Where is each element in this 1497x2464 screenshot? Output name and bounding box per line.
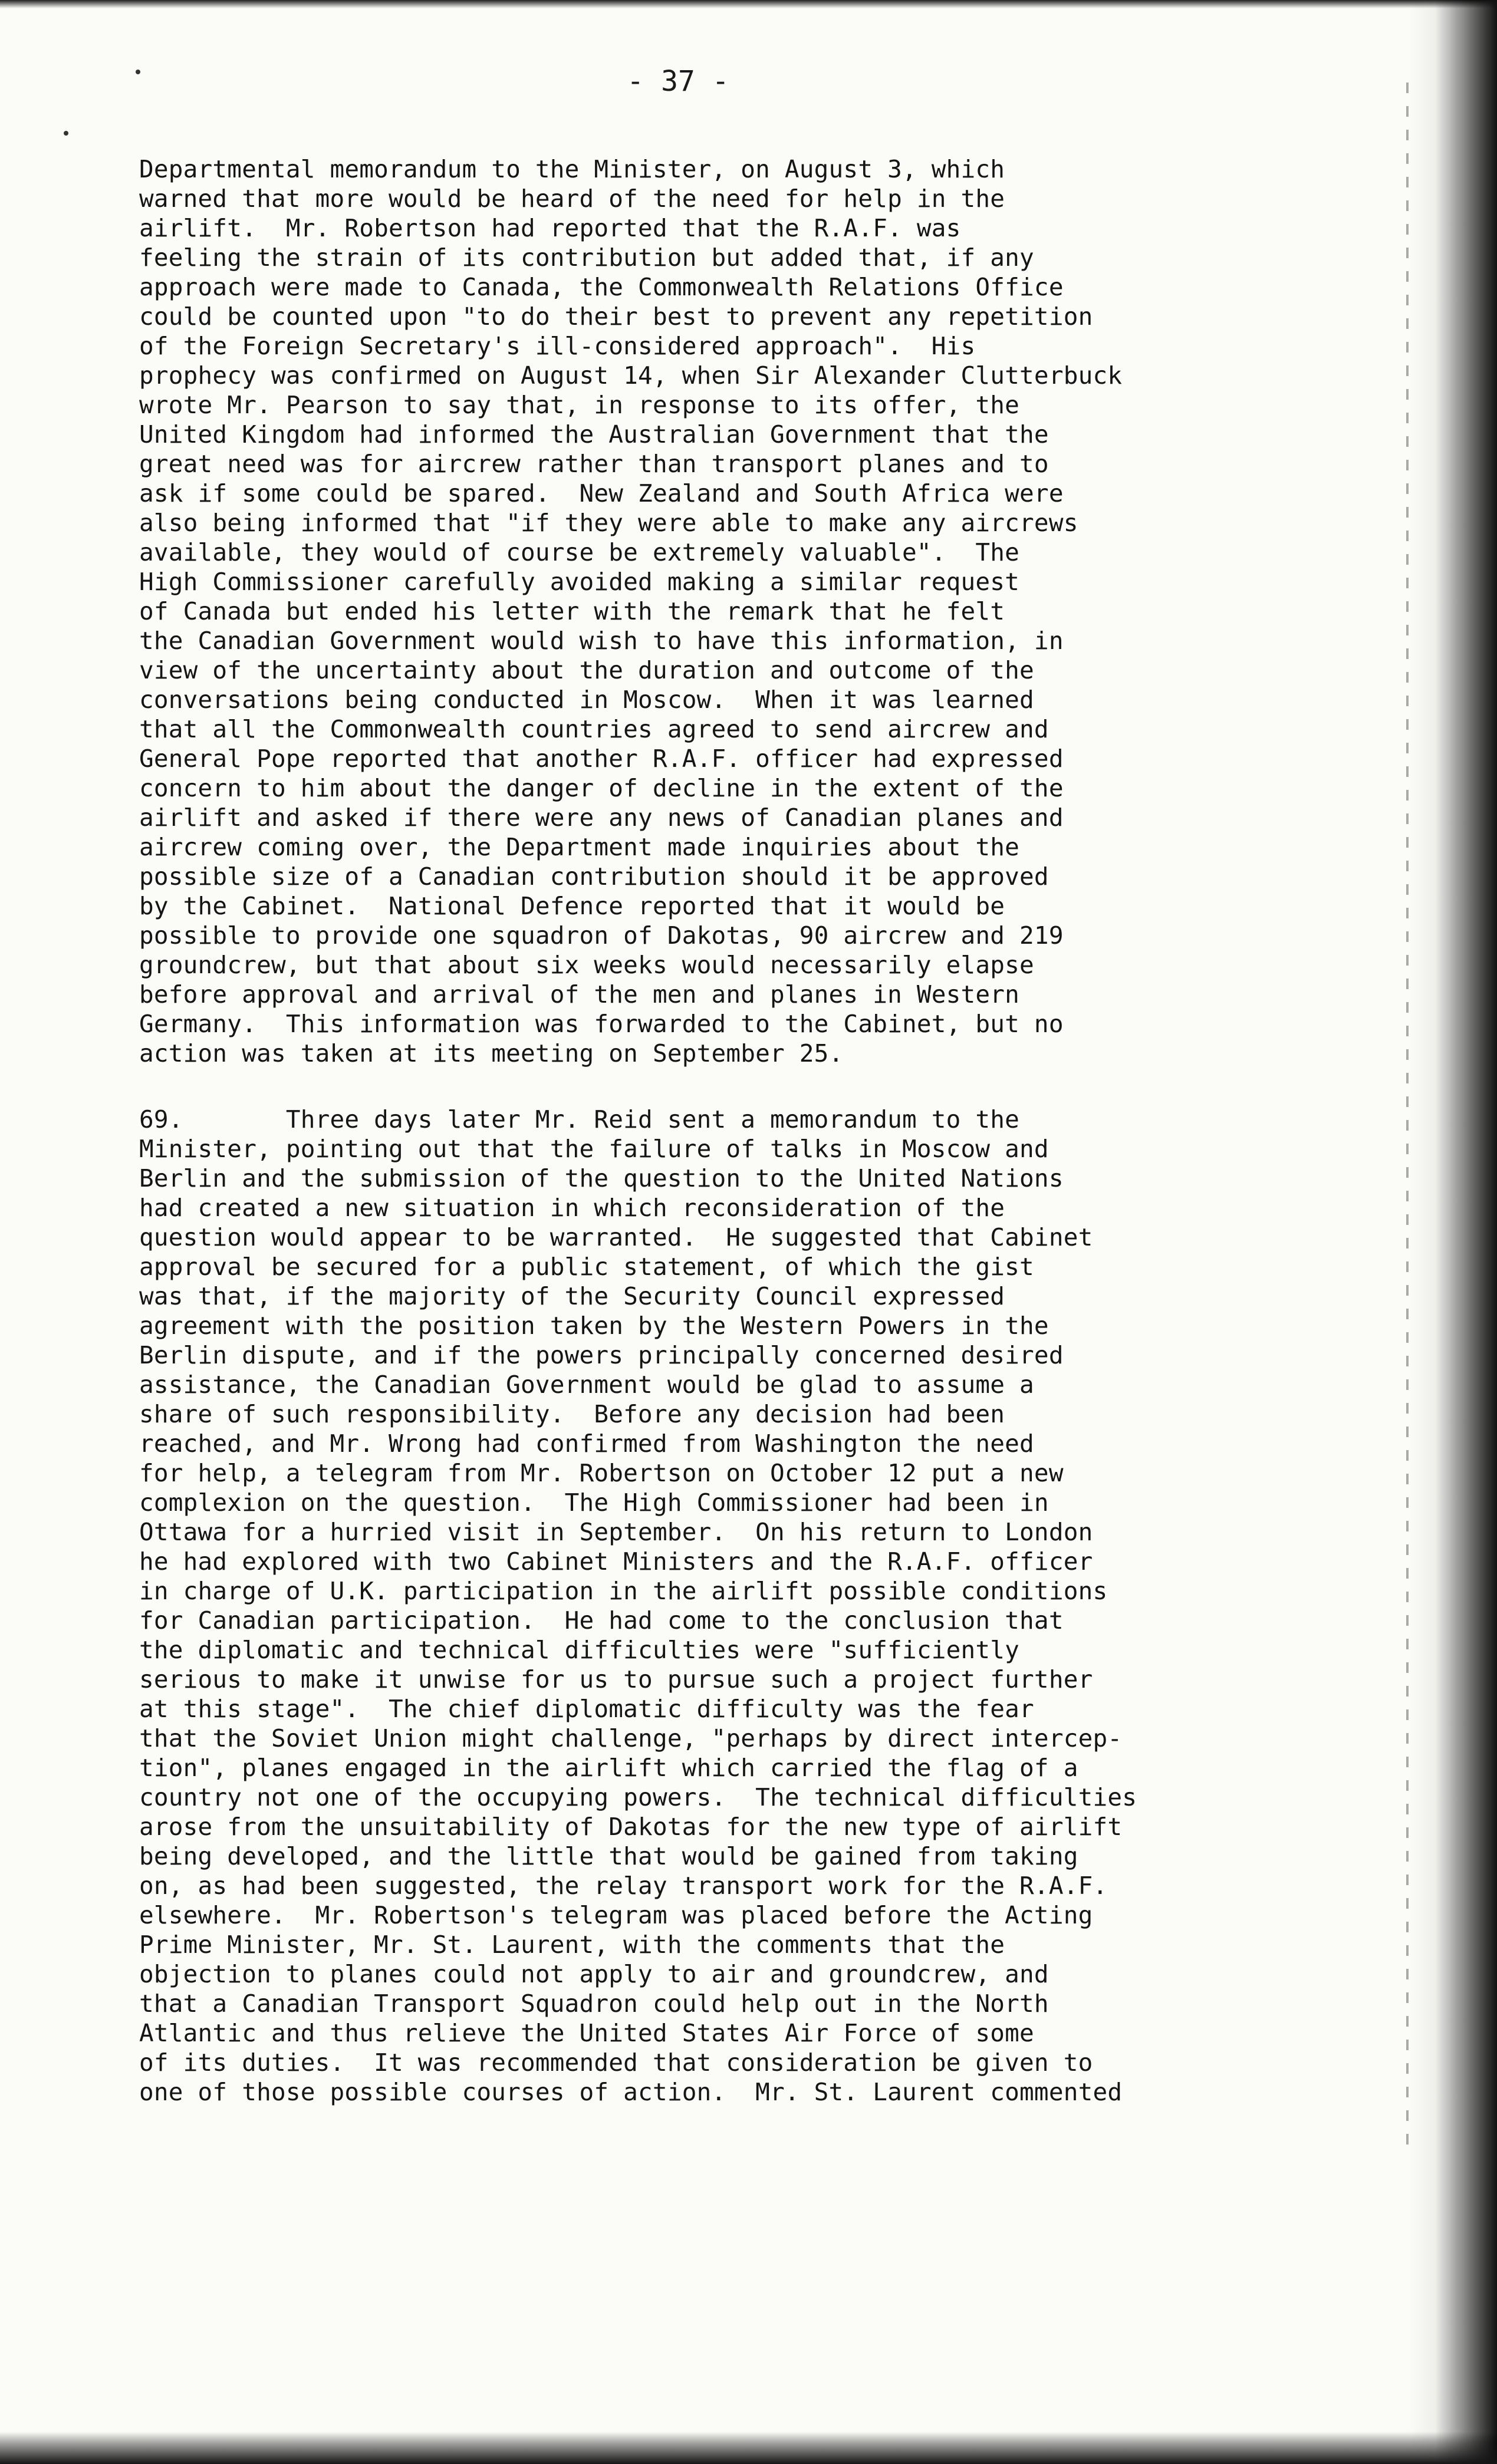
text-line: airlift and asked if there were any news of Canadian planes and [139,803,1064,832]
text-line: Atlantic and thus relieve the United States Air Force of some [139,2019,1034,2047]
text-line: of the Foreign Secretary's ill-considered approach". His [139,332,976,360]
text-line: wrote Mr. Pearson to say that, in response to its offer, the [139,391,1020,419]
text-line: reached, and Mr. Wrong had confirmed from Washington the need [139,1429,1034,1458]
scan-top-shadow [0,0,1497,8]
text-line: ask if some could be spared. New Zealand and South Africa were [139,479,1064,508]
text-line: the Canadian Government would wish to have this information, in [139,627,1064,655]
scan-speck [136,70,140,74]
text-line: Ottawa for a hurried visit in September. On his return to London [139,1518,1093,1546]
text-line: United Kingdom had informed the Australian Government that the [139,420,1049,449]
text-line: elsewhere. Mr. Robertson's telegram was placed before the Acting [139,1901,1093,1929]
text-line: of its duties. It was recommended that consideration be given to [139,2048,1093,2077]
text-line: tion", planes engaged in the airlift which carried the flag of a [139,1754,1078,1782]
text-line: that all the Commonwealth countries agreed to send aircrew and [139,715,1049,743]
text-line: view of the uncertainty about the duration and outcome of the [139,656,1034,684]
text-line: assistance, the Canadian Government would be glad to assume a [139,1371,1034,1399]
text-line: at this stage". The chief diplomatic difficulty was the fear [139,1695,1034,1723]
text-line: complexion on the question. The High Commissioner had been in [139,1488,1049,1517]
text-line: Berlin dispute, and if the powers principally concerned desired [139,1341,1064,1369]
text-line: serious to make it unwise for us to pursue such a project further [139,1665,1093,1694]
text-line: country not one of the occupying powers. The technical difficulties [139,1783,1137,1811]
text-line: concern to him about the danger of decline in the extent of the [139,774,1064,802]
text-line: approval be secured for a public statement, of which the gist [139,1253,1034,1281]
text-line: prophecy was confirmed on August 14, when Sir Alexander Clutterbuck [139,361,1123,390]
text-line: question would appear to be warranted. He suggested that Cabinet [139,1223,1093,1251]
text-line: could be counted upon "to do their best to prevent any repetition [139,302,1093,331]
paragraph-69 [139,1105,1336,2107]
text-line: for Canadian participation. He had come to the conclusion that [139,1606,1064,1635]
text-line: feeling the strain of its contribution but added that, if any [139,243,1034,272]
text-line: aircrew coming over, the Department made inquiries about the [139,833,1020,861]
text-line: one of those possible courses of action. Mr. St. Laurent commented [139,2078,1123,2106]
text-line: groundcrew, but that about six weeks would necessarily elapse [139,951,1034,979]
paragraph-continued [139,154,1336,1068]
text-line: of Canada but ended his letter with the remark that he felt [139,597,1005,625]
text-line: conversations being conducted in Moscow. When it was learned [139,686,1034,714]
text-line: airlift. Mr. Robertson had reported that the R.A.F. was [139,214,961,242]
scan-bottom-shadow [0,2432,1497,2464]
text-line: action was taken at its meeting on September 25. [139,1039,844,1068]
text-line: High Commissioner carefully avoided making a similar request [139,568,1020,596]
text-line: being developed, and the little that would be gained from taking [139,1842,1078,1870]
text-line: Departmental memorandum to the Minister, on August 3, which [139,155,1005,183]
text-line: objection to planes could not apply to air and groundcrew, and [139,1960,1049,1988]
text-line: in charge of U.K. participation in the airlift possible conditions [139,1577,1108,1605]
page-number: - 37 - [627,65,729,98]
binding-edge-shadow [1409,0,1497,2464]
text-line: Berlin and the submission of the question to the United Nations [139,1164,1064,1193]
text-line: possible size of a Canadian contribution should it be approved [139,862,1049,891]
text-line: on, as had been suggested, the relay transport work for the R.A.F. [139,1872,1108,1900]
text-line: share of such responsibility. Before any decision had been [139,1400,1005,1428]
text-line: possible to provide one squadron of Dakotas, 90 aircrew and 219 [139,921,1064,950]
text-line: that the Soviet Union might challenge, "perhaps by direct intercep- [139,1724,1123,1753]
text-line: 69. Three days later Mr. Reid sent a memorandum to the [139,1105,1020,1134]
text-line: that a Canadian Transport Squadron could help out in the North [139,1989,1049,2018]
text-line: he had explored with two Cabinet Ministers and the R.A.F. officer [139,1547,1093,1576]
text-line: available, they would of course be extremely valuable". The [139,538,1020,566]
text-line: Prime Minister, Mr. St. Laurent, with the comments that the [139,1931,1005,1959]
text-line: was that, if the majority of the Security Council expressed [139,1282,1005,1310]
text-line: great need was for aircrew rather than transport planes and to [139,450,1049,478]
text-line: approach were made to Canada, the Commonwealth Relations Office [139,273,1064,301]
text-line: had created a new situation in which reconsideration of the [139,1194,1005,1222]
text-line: before approval and arrival of the men and planes in Western [139,980,1020,1009]
text-line: by the Cabinet. National Defence reported that it would be [139,892,1005,920]
text-line: arose from the unsuitability of Dakotas for the new type of airlift [139,1813,1123,1841]
scan-speck [64,131,68,136]
text-line: also being informed that "if they were able to make any aircrews [139,509,1078,537]
paragraph-text [139,1105,1336,2107]
text-line: the diplomatic and technical difficulties were "sufficiently [139,1636,1020,1664]
text-line: Germany. This information was forwarded to the Cabinet, but no [139,1010,1064,1038]
text-line: General Pope reported that another R.A.F. officer had expressed [139,745,1064,773]
paragraph-text [139,154,1336,1068]
text-line: warned that more would be heard of the need for help in the [139,185,1005,213]
text-line: for help, a telegram from Mr. Robertson on October 12 put a new [139,1459,1064,1487]
text-line: Minister, pointing out that the failure of talks in Moscow and [139,1135,1049,1163]
text-line: agreement with the position taken by the Western Powers in the [139,1312,1049,1340]
